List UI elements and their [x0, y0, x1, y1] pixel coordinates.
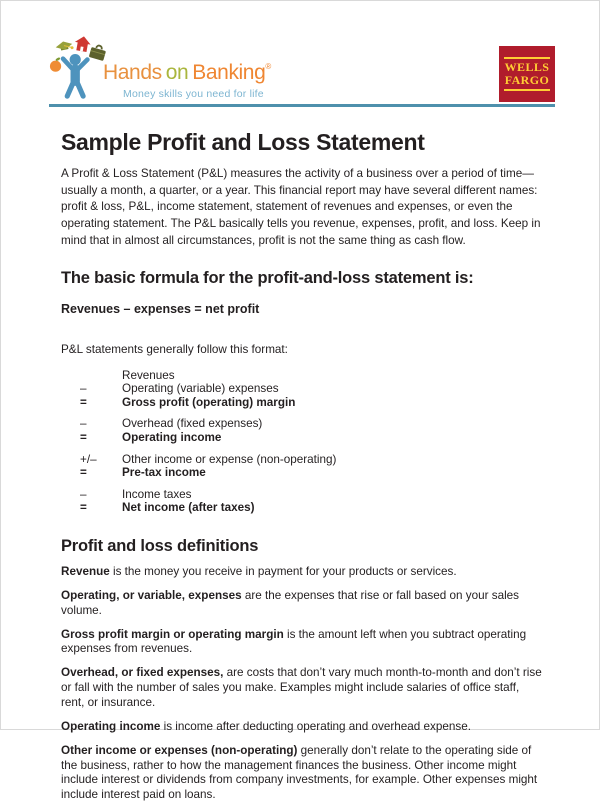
definition-item: Revenue is the money you receive in payment for your products or services.	[61, 565, 457, 579]
formula-row	[80, 501, 545, 515]
brand-text	[103, 61, 271, 100]
formula-operator: +/–	[80, 452, 97, 466]
definition-term: Gross profit margin or operating margin	[61, 627, 284, 641]
formula-operator: =	[80, 466, 87, 480]
formula-row	[80, 431, 545, 445]
formula-operator: –	[80, 382, 87, 396]
formula-operator: =	[80, 501, 87, 515]
definitions-heading: Profit and loss definitions	[61, 537, 259, 556]
brand-word-banking: Banking	[192, 61, 266, 84]
formula-label: Revenues	[122, 368, 175, 382]
wells-fargo-wordmark	[504, 57, 551, 91]
definition-item: Operating income is income after deducting operating and overhead expense.	[61, 719, 471, 733]
formula-label: Overhead (fixed expenses)	[122, 417, 263, 431]
definition-item: Operating, or variable, expenses are the expenses that rise or fall based on your sales volume.	[61, 588, 520, 617]
formula-label: Pre-tax income	[122, 466, 206, 480]
house-icon	[74, 35, 92, 53]
definition-item: Other income or expenses (non-operating) generally don’t relate to the operating side of the business, rather to how the management finances the business. Other income might include interest or dividends from company investments, for example. Other expenses might include interest paid on loans.	[61, 743, 538, 802]
document-body	[61, 129, 545, 803]
formula-row	[80, 466, 545, 480]
hands-on-banking-logo	[49, 37, 555, 101]
formula-row	[80, 453, 545, 467]
formula-row	[80, 417, 545, 431]
brand-word-on: on	[165, 61, 189, 84]
brand-word-hands: Hands	[103, 61, 162, 84]
formula-row	[80, 369, 545, 383]
juggler-figure-icon	[49, 37, 107, 101]
formula-row	[80, 382, 545, 396]
formula-operator: =	[80, 431, 87, 445]
formula-label: Income taxes	[122, 487, 192, 501]
graduation-cap-icon	[55, 40, 74, 53]
formula-rows	[80, 369, 545, 515]
formula-operator: –	[80, 417, 87, 431]
definition-item: Gross profit margin or operating margin is the amount left when you subtract operating expenses from revenues.	[61, 627, 527, 656]
definition-term: Operating, or variable, expenses	[61, 588, 242, 602]
formula-label: Operating income	[122, 431, 222, 445]
formula-operator: –	[80, 487, 87, 501]
brand-name	[103, 61, 271, 85]
formula-row	[80, 396, 545, 410]
briefcase-icon	[89, 44, 107, 61]
formula-operator	[80, 369, 122, 383]
formula-section-heading: The basic formula for the profit-and-loss statement is:	[61, 268, 474, 287]
definition-term: Revenue	[61, 565, 110, 579]
brand-tagline: Money skills you need for life	[123, 88, 264, 100]
formula-label: Other income or expense (non-operating)	[122, 452, 337, 466]
formula-label: Operating (variable) expenses	[122, 382, 279, 396]
formula-label: Net income (after taxes)	[122, 501, 255, 515]
definition-term: Overhead, or fixed expenses,	[61, 666, 224, 680]
wells-fargo-line1: WELLS	[504, 59, 550, 74]
orange-icon	[50, 57, 61, 72]
page-title: Sample Profit and Loss Statement	[61, 129, 425, 155]
basic-formula: Revenues – expenses = net profit	[61, 301, 260, 316]
definition-term: Operating income	[61, 719, 161, 733]
formula-operator: =	[80, 395, 87, 409]
definition-term: Other income or expenses (non-operating)	[61, 743, 298, 757]
header-divider	[49, 104, 555, 107]
person-figure-icon	[63, 54, 87, 96]
formula-row	[80, 488, 545, 502]
registered-mark: ®	[265, 62, 271, 71]
wells-fargo-logo	[499, 46, 555, 102]
wells-fargo-line2: FARGO	[504, 72, 550, 87]
formula-label: Gross profit (operating) margin	[122, 395, 296, 409]
page-header	[1, 1, 599, 104]
definitions-list	[61, 565, 545, 803]
intro-paragraph: A Profit & Loss Statement (P&L) measures the activity of a business over a period of time—usually a month, a quarter, or a year. This financial report may have several different names: profit & loss, P&L, income statement, statement of revenues and expenses, or even the operating statement. The P&L basically tells you revenue, expenses, profit, and loss. Keep in mind that in almost all circumstances, profit is not the same thing as cash flow.	[61, 167, 541, 247]
format-intro: P&L statements generally follow this format:	[61, 342, 288, 356]
definition-item: Overhead, or fixed expenses, are costs that don’t vary much month-to-month and don’t rise or fall with the number of sales you make. Examples might include salaries of office staff, rent, or insurance.	[61, 666, 542, 710]
